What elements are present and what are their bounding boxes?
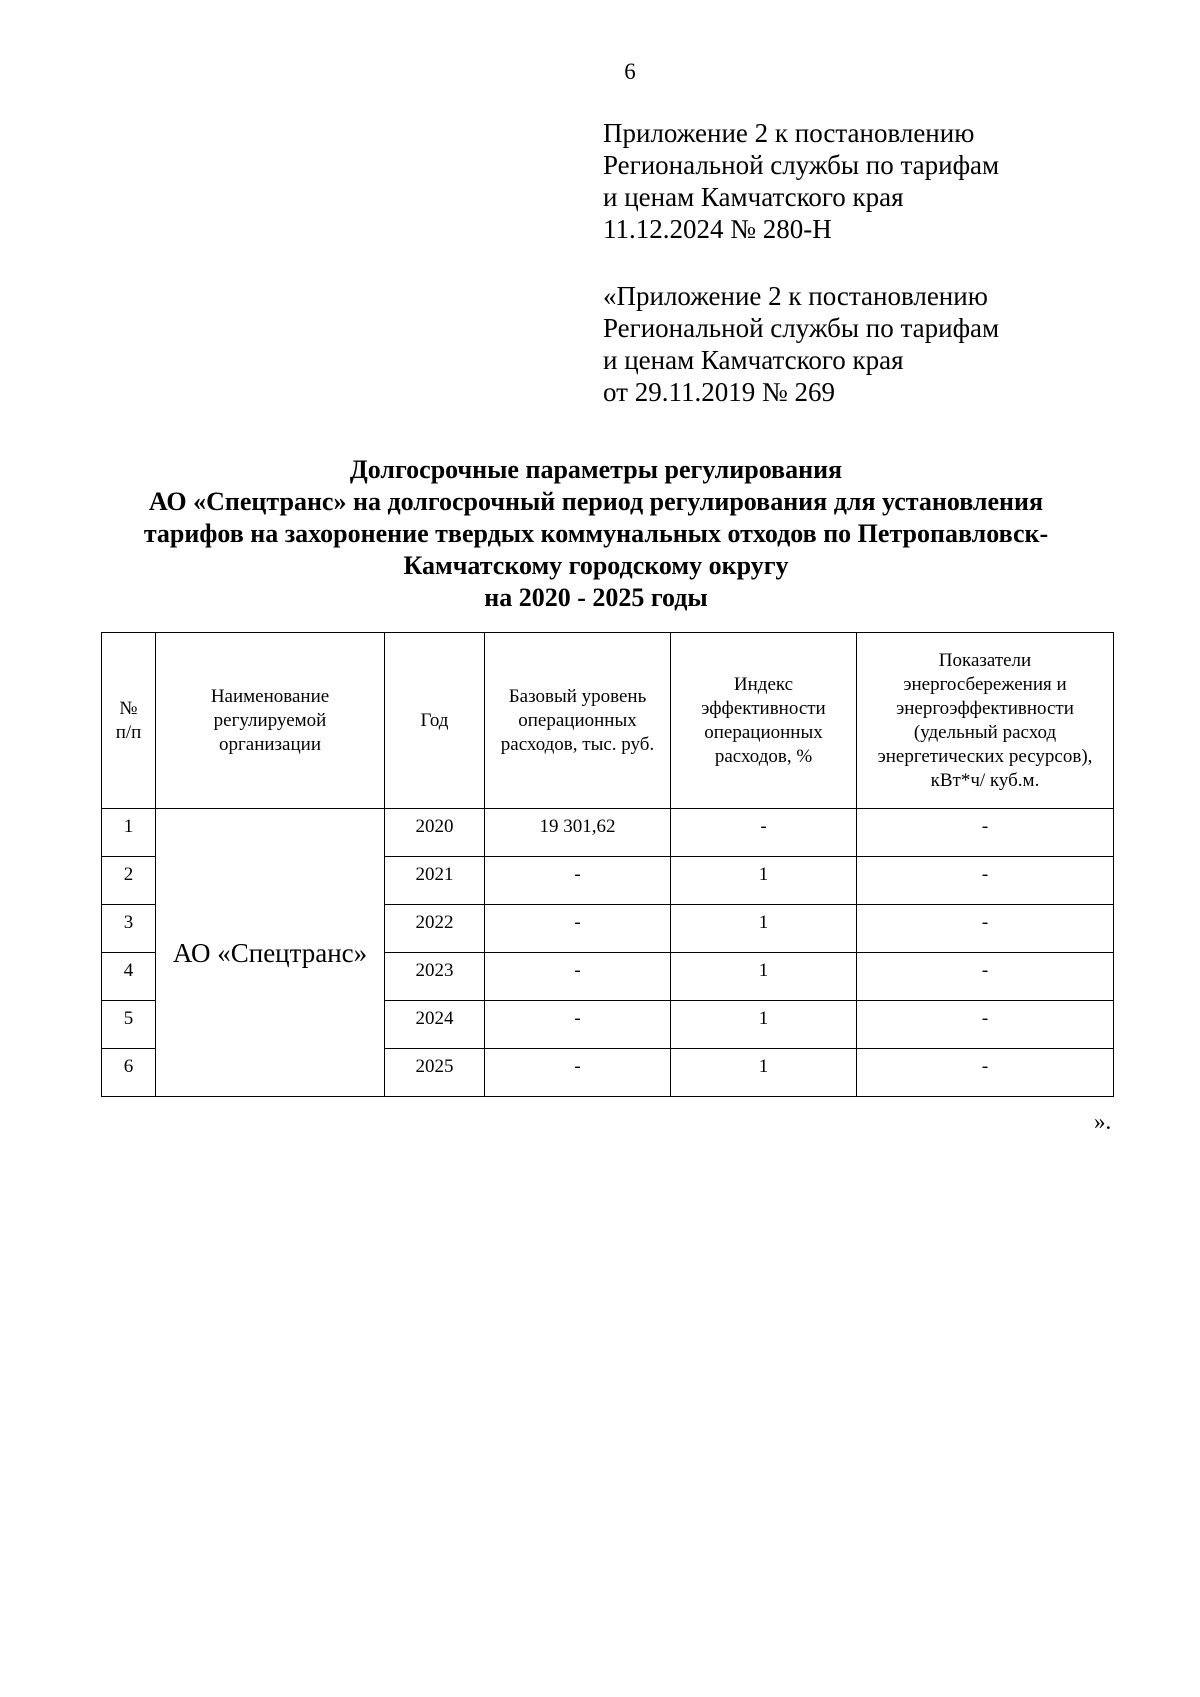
cell-energy-indicators: -: [857, 1001, 1114, 1049]
cell-base-level: 19 301,62: [485, 809, 671, 857]
cell-base-level: -: [485, 1049, 671, 1097]
cell-efficiency-index: 1: [671, 1049, 857, 1097]
header-text: Год: [420, 709, 449, 731]
header-text: операционных: [518, 709, 637, 731]
cell-num: 1: [102, 809, 156, 857]
cell-organization: АО «Спецтранс»: [156, 809, 385, 1097]
header-text: №: [119, 697, 138, 719]
title-line: Камчатскому городскому округу: [403, 551, 789, 580]
appendix-original-line: и ценам Камчатского края: [603, 345, 904, 375]
appendix-original-line: Региональной службы по тарифам: [603, 313, 1000, 343]
cell-energy-indicators: -: [857, 953, 1114, 1001]
cell-year: 2020: [385, 809, 485, 857]
header-text: Индекс: [733, 673, 794, 695]
cell-base-level: -: [485, 1001, 671, 1049]
table-header-row: [102, 633, 1114, 809]
appendix-current-reference: [603, 117, 999, 245]
cell-efficiency-index: 1: [671, 1001, 857, 1049]
cell-energy-indicators: -: [857, 857, 1114, 905]
header-text: энергосбережения и: [903, 673, 1067, 695]
header-text: расходов, тыс. руб.: [500, 733, 655, 755]
appendix-current-line: Региональной службы по тарифам: [603, 150, 1000, 180]
cell-year: 2025: [385, 1049, 485, 1097]
cell-energy-indicators: -: [857, 905, 1114, 953]
cell-num: 2: [102, 857, 156, 905]
title-line: Долгосрочные параметры регулирования: [349, 455, 843, 484]
header-text: регулируемой: [213, 709, 327, 731]
cell-num: 5: [102, 1001, 156, 1049]
cell-base-level: -: [485, 953, 671, 1001]
parameters-table-wrapper: [101, 632, 1114, 1097]
appendix-original-reference: [603, 280, 999, 408]
cell-num: 6: [102, 1049, 156, 1097]
cell-efficiency-index: 1: [671, 953, 857, 1001]
cell-energy-indicators: -: [857, 1049, 1114, 1097]
appendix-original-line: от 29.11.2019 № 269: [603, 377, 835, 407]
header-year: [385, 633, 485, 809]
appendix-original-line: «Приложение 2 к постановлению: [603, 281, 988, 311]
appendix-current-line: 11.12.2024 № 280-Н: [603, 214, 832, 244]
title-line: на 2020 - 2025 годы: [484, 583, 708, 612]
cell-energy-indicators: -: [857, 809, 1114, 857]
cell-base-level: -: [485, 857, 671, 905]
appendix-current-line: и ценам Камчатского края: [603, 182, 904, 212]
cell-year: 2022: [385, 905, 485, 953]
header-text: Наименование: [210, 685, 330, 707]
header-energy-indicators: [857, 633, 1114, 809]
header-num: [102, 633, 156, 809]
cell-num: 3: [102, 905, 156, 953]
page-number: 6: [624, 59, 636, 84]
header-text: эффективности: [701, 697, 826, 719]
title-line: тарифов на захоронение твердых коммунальных отходов по Петропавловск-: [143, 519, 1049, 548]
table-row: [102, 809, 1114, 857]
header-text: энергоэффективности: [896, 697, 1074, 719]
cell-efficiency-index: -: [671, 809, 857, 857]
cell-year: 2024: [385, 1001, 485, 1049]
appendix-current-line: Приложение 2 к постановлению: [603, 118, 975, 148]
cell-base-level: -: [485, 905, 671, 953]
header-text: энергетических ресурсов),: [877, 745, 1093, 767]
cell-num: 4: [102, 953, 156, 1001]
title-line: АО «Спецтранс» на долгосрочный период регулирования для установления: [148, 487, 1044, 516]
cell-year: 2021: [385, 857, 485, 905]
cell-efficiency-index: 1: [671, 905, 857, 953]
header-text: кВт*ч/ куб.м.: [930, 769, 1040, 791]
cell-year: 2023: [385, 953, 485, 1001]
header-text: (удельный расход: [913, 721, 1057, 743]
closing-quote-mark: ».: [1094, 1109, 1112, 1134]
cell-efficiency-index: 1: [671, 857, 857, 905]
parameters-table: [101, 632, 1114, 1097]
header-text: Базовый уровень: [508, 685, 647, 707]
header-text: Показатели: [938, 649, 1032, 671]
header-organization: [156, 633, 385, 809]
document-title: [80, 454, 1112, 614]
header-base-level: [485, 633, 671, 809]
header-efficiency-index: [671, 633, 857, 809]
header-text: п/п: [115, 721, 142, 743]
header-text: организации: [218, 733, 321, 755]
header-text: операционных: [704, 721, 823, 743]
header-text: расходов, %: [714, 745, 813, 767]
